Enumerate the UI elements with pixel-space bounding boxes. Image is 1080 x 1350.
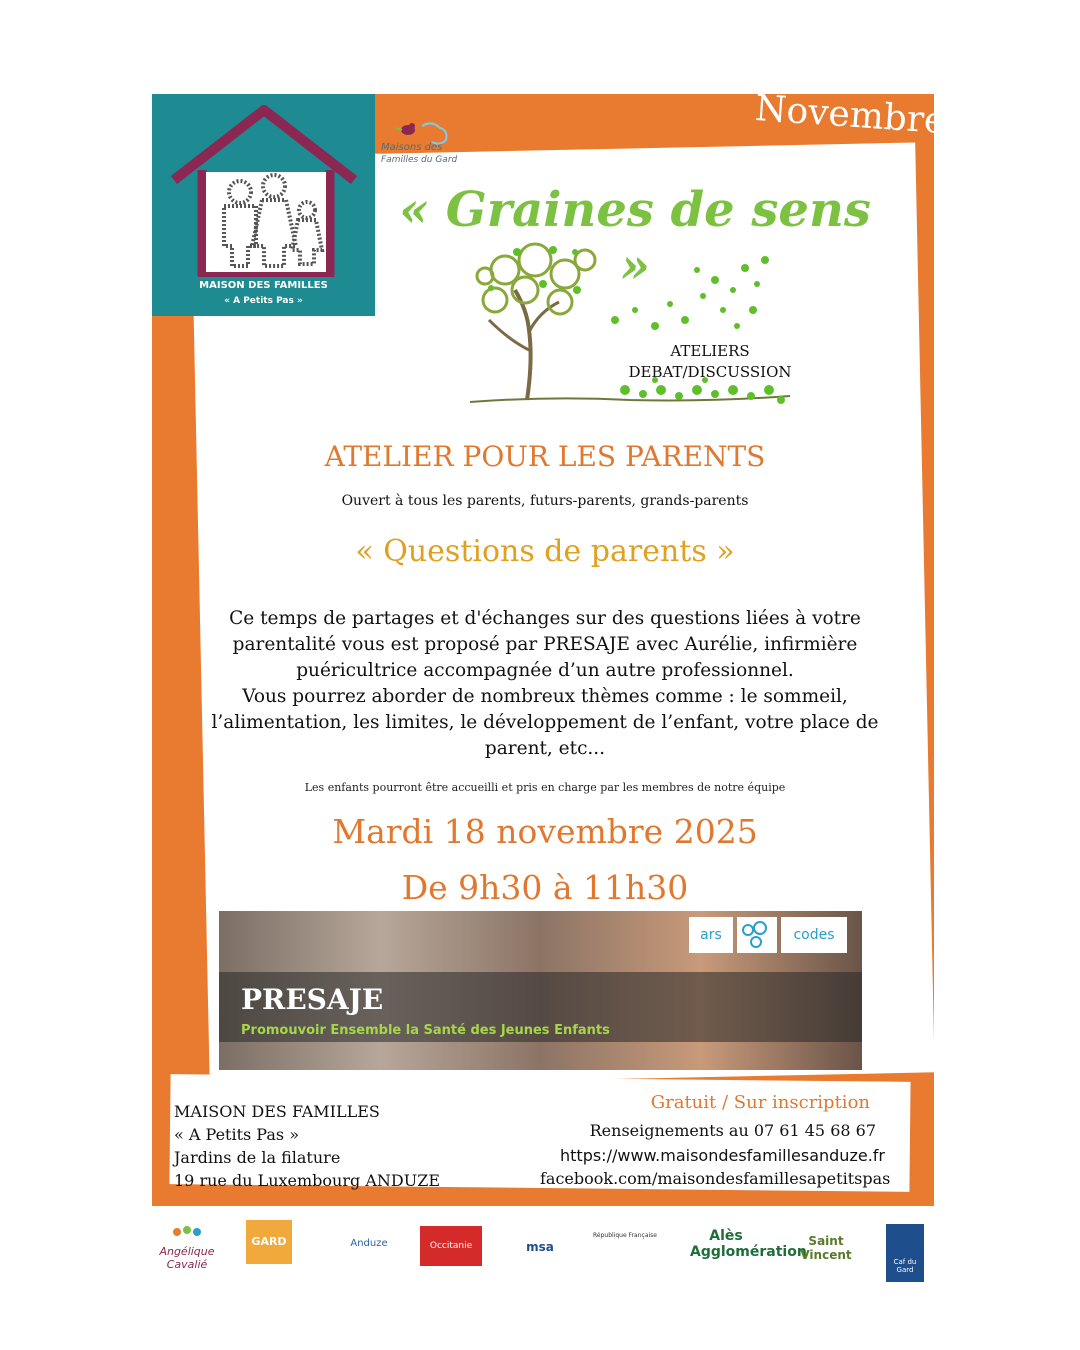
angelique-cavalie-label: Angélique Cavalié	[159, 1245, 215, 1271]
ateliers-label-line1: ATELIERS	[670, 342, 750, 360]
childcare-note: Les enfants pourront être accueilli et pris en charge par les membres de notre équipe	[304, 781, 786, 794]
caf-logo: Caf du Gard	[886, 1224, 924, 1282]
address-line2: « A Petits Pas »	[174, 1125, 299, 1144]
ateliers-label	[610, 341, 810, 383]
logo-subtitle: « A Petits Pas »	[224, 296, 303, 306]
banner-subtitle: Promouvoir Ensemble la Santé des Jeunes Enfants	[241, 1023, 610, 1038]
phone-text: Renseignements au 07 61 45 68 67	[589, 1121, 876, 1140]
address-line4: 19 rue du Luxembourg ANDUZE	[174, 1171, 440, 1190]
description-line: Vous pourrez aborder de nombreux thèmes comme : le sommeil,	[242, 686, 848, 707]
republique-francaise-logo: République Française	[593, 1232, 657, 1239]
ars-logo: ars	[689, 917, 733, 953]
gard-logo: GARD	[246, 1220, 292, 1264]
banner-title: PRESAJE	[241, 983, 384, 1016]
presaje-banner	[219, 911, 862, 1070]
audience-text: Ouvert à tous les parents, futurs-parents, grands-parents	[341, 493, 749, 509]
address-line1: MAISON DES FAMILLES	[174, 1102, 380, 1121]
logo-title: MAISON DES FAMILLES	[199, 280, 328, 291]
theme-title: « Questions de parents »	[355, 534, 735, 569]
description-line: parentalité vous est proposé par PRESAJE avec Aurélie, infirmière	[232, 634, 858, 655]
saint-vincent-logo: Saint Vincent	[800, 1234, 852, 1262]
partner-logos	[150, 1218, 940, 1288]
description-line: Ce temps de partages et d'échanges sur des questions liées à votre	[229, 608, 861, 629]
maison-des-familles-logo	[152, 94, 375, 316]
price-text: Gratuit / Sur inscription	[650, 1092, 870, 1113]
description-line: parent, etc...	[484, 738, 606, 759]
occitanie-logo: Occitanie	[420, 1226, 482, 1266]
facebook-link[interactable]: facebook.com/maisondesfamillesapetitspas	[540, 1169, 891, 1188]
msa-logo: msa	[526, 1240, 554, 1254]
website-link[interactable]: https://www.maisondesfamillesanduze.fr	[560, 1146, 885, 1165]
ateliers-label-line2: DEBAT/DISCUSSION	[628, 363, 792, 381]
description-line: l’alimentation, les limites, le développement de l’enfant, votre place de	[211, 712, 879, 733]
ales-logo: Alès Agglomération	[690, 1228, 807, 1260]
description	[200, 606, 890, 762]
house-icon	[162, 102, 367, 277]
partner-logo-line2: Familles du Gard	[381, 155, 458, 165]
angelique-cavalie-logo	[158, 1224, 216, 1271]
tree-illustration	[465, 240, 795, 420]
month-label: Novembre	[753, 87, 947, 143]
main-title: « Graines de sens »	[399, 182, 871, 294]
bubbles-logo	[737, 917, 777, 953]
address-block	[174, 1100, 440, 1192]
event-date: Mardi 18 novembre 2025	[332, 812, 758, 851]
description-line: puéricultrice accompagnée d’un autre professionnel.	[296, 660, 794, 681]
atelier-heading: ATELIER POUR LES PARENTS	[324, 440, 766, 473]
anduze-logo: Anduze	[350, 1238, 388, 1249]
partner-logo-line1: Maisons des	[381, 142, 443, 153]
event-time: De 9h30 à 11h30	[401, 868, 689, 907]
codes-logo: codes	[781, 917, 847, 953]
address-line3: Jardins de la filature	[174, 1148, 341, 1167]
banner-logos	[689, 917, 847, 953]
